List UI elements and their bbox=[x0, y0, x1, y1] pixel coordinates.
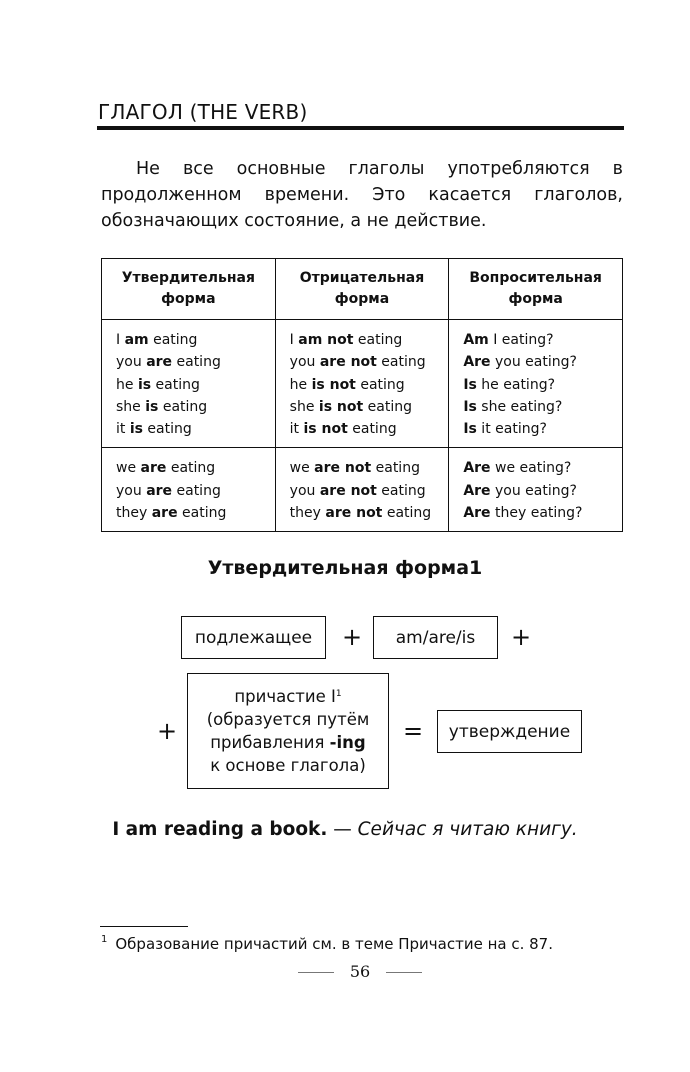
table-cell bbox=[275, 448, 449, 532]
header-line: форма bbox=[508, 291, 563, 307]
conjugation-line bbox=[290, 480, 435, 502]
conjugation-line bbox=[290, 418, 435, 440]
table-row bbox=[102, 448, 623, 532]
line-text: eating bbox=[172, 482, 221, 499]
line-text: eating bbox=[353, 332, 403, 348]
conjugation-line bbox=[463, 329, 608, 351]
page-footer bbox=[298, 962, 422, 982]
line-text: eating bbox=[382, 505, 432, 522]
participle-line: (образуется путём bbox=[206, 710, 370, 729]
header-negative bbox=[275, 259, 449, 320]
table-row bbox=[102, 320, 623, 448]
subject-label: подлежащее bbox=[194, 627, 313, 648]
line-text: I bbox=[289, 332, 299, 348]
verb-form: Are bbox=[463, 460, 491, 477]
verb-form: Are bbox=[463, 354, 491, 371]
auxiliary-box bbox=[373, 616, 498, 659]
conjugation-line bbox=[463, 396, 608, 418]
section-title: Утвердительная форма1 bbox=[207, 557, 483, 579]
line-text: eating bbox=[363, 398, 412, 415]
conjugation-line bbox=[463, 374, 608, 396]
footnote-number: 1 bbox=[101, 934, 108, 945]
line-text: it eating? bbox=[476, 421, 547, 438]
line-text: he eating? bbox=[476, 376, 556, 393]
verb-form: is not bbox=[303, 421, 348, 438]
table-cell bbox=[449, 320, 623, 448]
verb-form: are bbox=[146, 482, 173, 499]
line-text: he bbox=[289, 376, 312, 393]
line-text: you bbox=[289, 482, 320, 499]
verb-form: Is bbox=[463, 376, 477, 393]
line-text: you bbox=[116, 482, 147, 499]
conjugation-line bbox=[116, 329, 261, 351]
line-text: it bbox=[289, 421, 304, 438]
verb-form: Am bbox=[463, 332, 489, 348]
footer-rule-right bbox=[386, 972, 422, 973]
table-cell bbox=[102, 448, 276, 532]
header-line: форма bbox=[334, 291, 390, 307]
header-interrogative bbox=[449, 259, 623, 320]
line-text: I eating? bbox=[488, 332, 554, 348]
line-text: eating bbox=[142, 421, 192, 438]
line-text: you eating? bbox=[490, 354, 577, 371]
conjugation-line bbox=[463, 351, 608, 373]
footnote-mark: 1 bbox=[335, 689, 342, 699]
conjugation-line bbox=[463, 480, 608, 502]
verb-forms-table bbox=[101, 258, 623, 532]
line-text: eating bbox=[376, 354, 426, 371]
line-text: you eating? bbox=[490, 482, 577, 499]
conjugation-line bbox=[290, 329, 435, 351]
line-text: eating bbox=[158, 398, 208, 415]
verb-form: are not bbox=[319, 482, 377, 499]
participle-line: к основе глагола) bbox=[210, 756, 366, 775]
ing-suffix: -ing bbox=[329, 733, 366, 752]
equals-sign: = bbox=[403, 717, 424, 745]
line-text: we bbox=[116, 460, 141, 477]
verb-form: am not bbox=[298, 332, 354, 348]
line-text: they eating? bbox=[490, 505, 583, 522]
intro-paragraph: Не все основные глаголы употребляются в продолженном времени. Это касается глаголов, обозначающих состояние, а не действие. bbox=[101, 159, 623, 231]
table-cell bbox=[102, 320, 276, 448]
conjugation-line bbox=[463, 418, 608, 440]
line-text: eating bbox=[347, 421, 397, 438]
line-text: eating bbox=[172, 354, 221, 371]
line-text: we bbox=[289, 460, 315, 477]
conjugation-line bbox=[290, 457, 435, 479]
verb-form: Are bbox=[463, 482, 491, 499]
footnote-rule bbox=[100, 926, 188, 927]
conjugation-line bbox=[290, 351, 435, 373]
header-line: Отрицательная bbox=[299, 270, 425, 286]
line-text: eating bbox=[166, 460, 216, 477]
conjugation-line bbox=[463, 502, 608, 524]
participle-line bbox=[234, 685, 341, 708]
verb-form: are not bbox=[325, 505, 383, 522]
line-text: eating bbox=[177, 505, 227, 522]
verb-form: is bbox=[145, 398, 159, 415]
conjugation-line bbox=[290, 502, 435, 524]
verb-form: Is bbox=[463, 421, 477, 438]
example-sentence bbox=[0, 819, 690, 840]
table-cell bbox=[275, 320, 449, 448]
footnote-text: Образование причастий см. в теме Причастие на с. 87. bbox=[115, 935, 553, 953]
line-text: she bbox=[289, 398, 319, 415]
running-header: ГЛАГОЛ (THE VERB) bbox=[98, 100, 308, 124]
result-label: утверждение bbox=[448, 721, 571, 742]
participle-text: прибавления bbox=[210, 733, 330, 752]
line-text: I bbox=[116, 332, 125, 348]
footnote bbox=[101, 935, 553, 953]
line-text: she bbox=[116, 398, 146, 415]
verb-form: is not bbox=[311, 376, 356, 393]
verb-form: am bbox=[124, 332, 149, 348]
header-line: Утвердительная bbox=[121, 270, 255, 286]
conjugation-line bbox=[116, 396, 261, 418]
conjugation-line bbox=[116, 480, 261, 502]
verb-form: are not bbox=[314, 460, 372, 477]
conjugation-line bbox=[290, 374, 435, 396]
result-box bbox=[437, 710, 582, 753]
line-text: you bbox=[289, 354, 320, 371]
line-text: eating bbox=[376, 482, 426, 499]
line-text: you bbox=[116, 354, 147, 371]
conjugation-line bbox=[116, 418, 261, 440]
example-russian: Сейчас я читаю книгу. bbox=[357, 819, 578, 840]
auxiliary-label: am/are/is bbox=[395, 627, 476, 648]
conjugation-line bbox=[463, 457, 608, 479]
page-number: 56 bbox=[349, 962, 371, 981]
conjugation-line bbox=[116, 502, 261, 524]
verb-form: Is bbox=[463, 398, 477, 415]
table-cell bbox=[449, 448, 623, 532]
participle-box bbox=[187, 673, 389, 789]
line-text: she eating? bbox=[476, 398, 563, 415]
line-text: we eating? bbox=[490, 460, 572, 477]
verb-form: Are bbox=[463, 505, 491, 522]
line-text: he bbox=[116, 376, 138, 393]
verb-form: are bbox=[146, 354, 173, 371]
conjugation-line bbox=[116, 351, 261, 373]
example-english: I am reading a book. bbox=[112, 819, 328, 840]
conjugation-line bbox=[116, 457, 261, 479]
conjugation-line bbox=[290, 396, 435, 418]
line-text: eating bbox=[148, 332, 198, 348]
plus-sign: + bbox=[157, 717, 178, 745]
verb-form: is not bbox=[318, 398, 364, 415]
line-text: eating bbox=[151, 376, 200, 393]
plus-sign: + bbox=[342, 623, 363, 651]
header-line: Вопросительная bbox=[469, 270, 602, 286]
table-header-row bbox=[102, 259, 623, 320]
verb-form: are bbox=[140, 460, 167, 477]
verb-form: is bbox=[137, 376, 152, 393]
header-rule bbox=[97, 126, 624, 130]
example-dash: — bbox=[327, 819, 358, 840]
line-text: it bbox=[116, 421, 130, 438]
subject-box bbox=[181, 616, 326, 659]
verb-form: is bbox=[129, 421, 143, 438]
header-line: форма bbox=[161, 291, 216, 307]
header-affirmative bbox=[102, 259, 276, 320]
line-text: eating bbox=[371, 460, 420, 477]
plus-sign: + bbox=[511, 623, 532, 651]
participle-line bbox=[210, 731, 365, 754]
verb-form: are not bbox=[319, 354, 377, 371]
verb-form: are bbox=[151, 505, 178, 522]
line-text: they bbox=[289, 505, 326, 522]
line-text: eating bbox=[355, 376, 405, 393]
conjugation-line bbox=[116, 374, 261, 396]
line-text: they bbox=[116, 505, 152, 522]
participle-label: причастие I bbox=[234, 687, 336, 706]
